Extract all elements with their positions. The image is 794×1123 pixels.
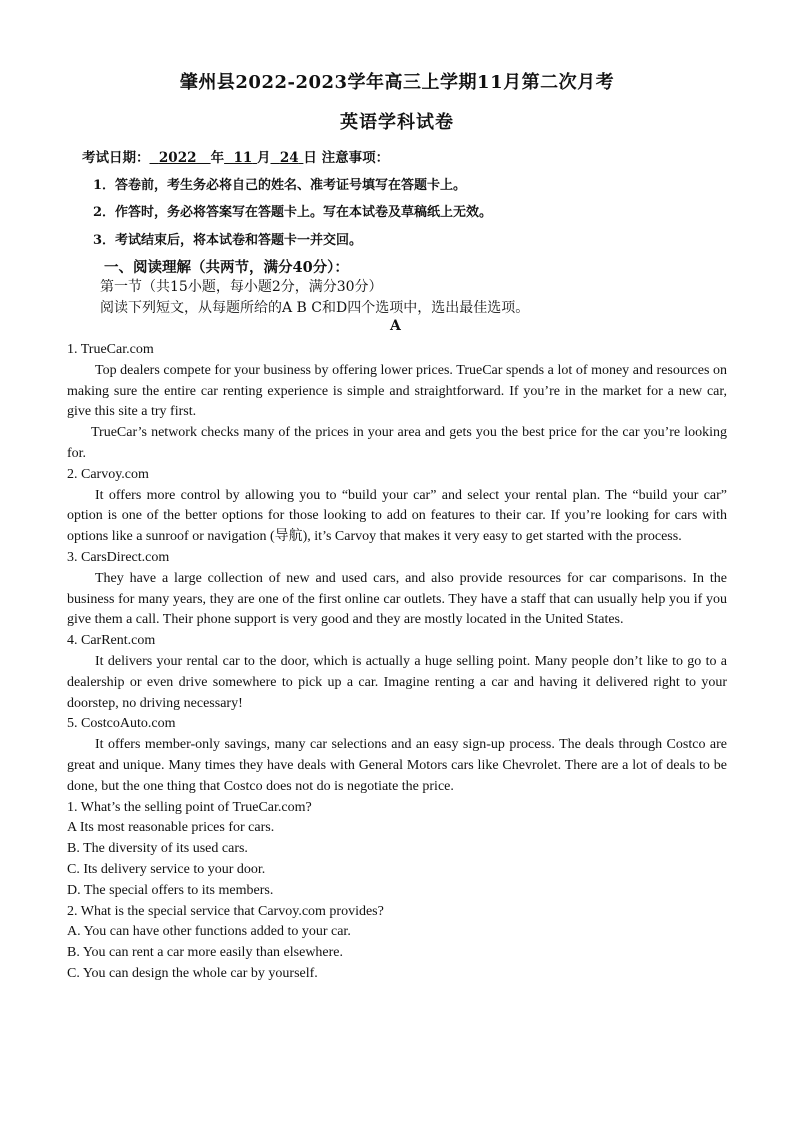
site-paragraph: It delivers your rental car to the door, which is actually a huge selling point. Many people don’t like to go to a dealership or even drive somewhere to pick up a car. Imagine renting a car and having it delivered right to your doorstep, no driving necessary!	[67, 653, 727, 711]
site-heading: 4. CarRent.com	[67, 633, 156, 649]
answer-option: B. The diversity of its used cars.	[67, 841, 248, 857]
notice-item: 1．答卷前，考生务必将自己的姓名、准考证号填写在答题卡上。	[93, 178, 467, 193]
section-part: 第一节（共15小题，每小题2分，满分30分）	[100, 279, 383, 295]
answer-option: B. You can rent a car more easily than elsewhere.	[67, 945, 344, 961]
date-year: 2022	[158, 150, 197, 166]
date-month-unit: 月	[257, 150, 271, 166]
site-heading: 5. CostcoAuto.com	[67, 716, 176, 732]
site-paragraph: It offers member-only savings, many car selections and an easy sign-up process. The deals through Costco are great and unique. Many times they have deals with General Motors cars like Chevrolet. There are a lot of deals to be done, but the one thing that Costco does not do is negotiate the price.	[67, 737, 727, 794]
notice-item: 3．考试结束后，将本试卷和答题卡一并交回。	[93, 233, 363, 248]
date-month: 11	[233, 150, 253, 166]
exam-subtitle: 英语学科试卷	[340, 112, 454, 133]
site-heading: 3. CarsDirect.com	[67, 549, 170, 565]
passage-label: A	[390, 318, 401, 334]
passage-body	[67, 340, 727, 985]
exam-title: 肇州县2022-2023学年高三上学期11月第二次月考	[179, 72, 615, 93]
site-paragraph: They have a large collection of new and used cars, and also provide resources for car comparisons. In the business for many years, they are one of the first online car outlets. They have a staff that can usually help you if you give them a call. Their phone support is very good and they are mostly located in the United States.	[67, 570, 727, 628]
notice-label: 注意事项：	[321, 150, 390, 166]
section-heading: 一、阅读理解（共两节，满分40分）：	[104, 259, 349, 276]
site-paragraph: It offers more control by allowing you to “build your car” and select your rental plan. The “build your car” option is one of the better options for those looking to add on features to their car. If you’re looking for cars with options like a sunroof or navigation (导航), it’s Carvoy that makes it very easy to get started with the process.	[67, 487, 727, 545]
answer-option: D. The special offers to its members.	[67, 882, 274, 898]
site-paragraph: TrueCar’s network checks many of the prices in your area and gets you the best price for the car you’re looking for.	[67, 425, 727, 461]
notice-item: 2．作答时，务必将答案写在答题卡上。写在本试卷及草稿纸上无效。	[93, 205, 493, 220]
answer-option: C. You can design the whole car by yourself.	[67, 965, 318, 981]
section-instruction: 阅读下列短文，从每题所给的A B C和D四个选项中，选出最佳选项。	[100, 300, 530, 316]
answer-option: A. You can have other functions added to your car.	[67, 924, 351, 940]
date-label: 考试日期：	[82, 150, 150, 166]
date-day-unit: 日	[303, 150, 317, 166]
exam-date-line	[82, 146, 389, 166]
site-paragraph: Top dealers compete for your business by offering lower prices. TrueCar spends a lot of money and resources on making sure the entire car renting experience is simple and straightforward. If you’re in the market for a new car, give this site a try first.	[67, 362, 727, 420]
question-stem: 2. What is the special service that Carvoy.com provides?	[67, 903, 384, 919]
answer-option: C. Its delivery service to your door.	[67, 861, 266, 877]
site-heading: 1. TrueCar.com	[67, 342, 154, 357]
site-heading: 2. Carvoy.com	[67, 466, 149, 482]
answer-option: A Its most reasonable prices for cars.	[67, 820, 275, 836]
date-year-unit: 年	[210, 150, 225, 166]
date-day: 24	[279, 150, 299, 166]
question-stem: 1. What’s the selling point of TrueCar.com?	[67, 799, 312, 815]
